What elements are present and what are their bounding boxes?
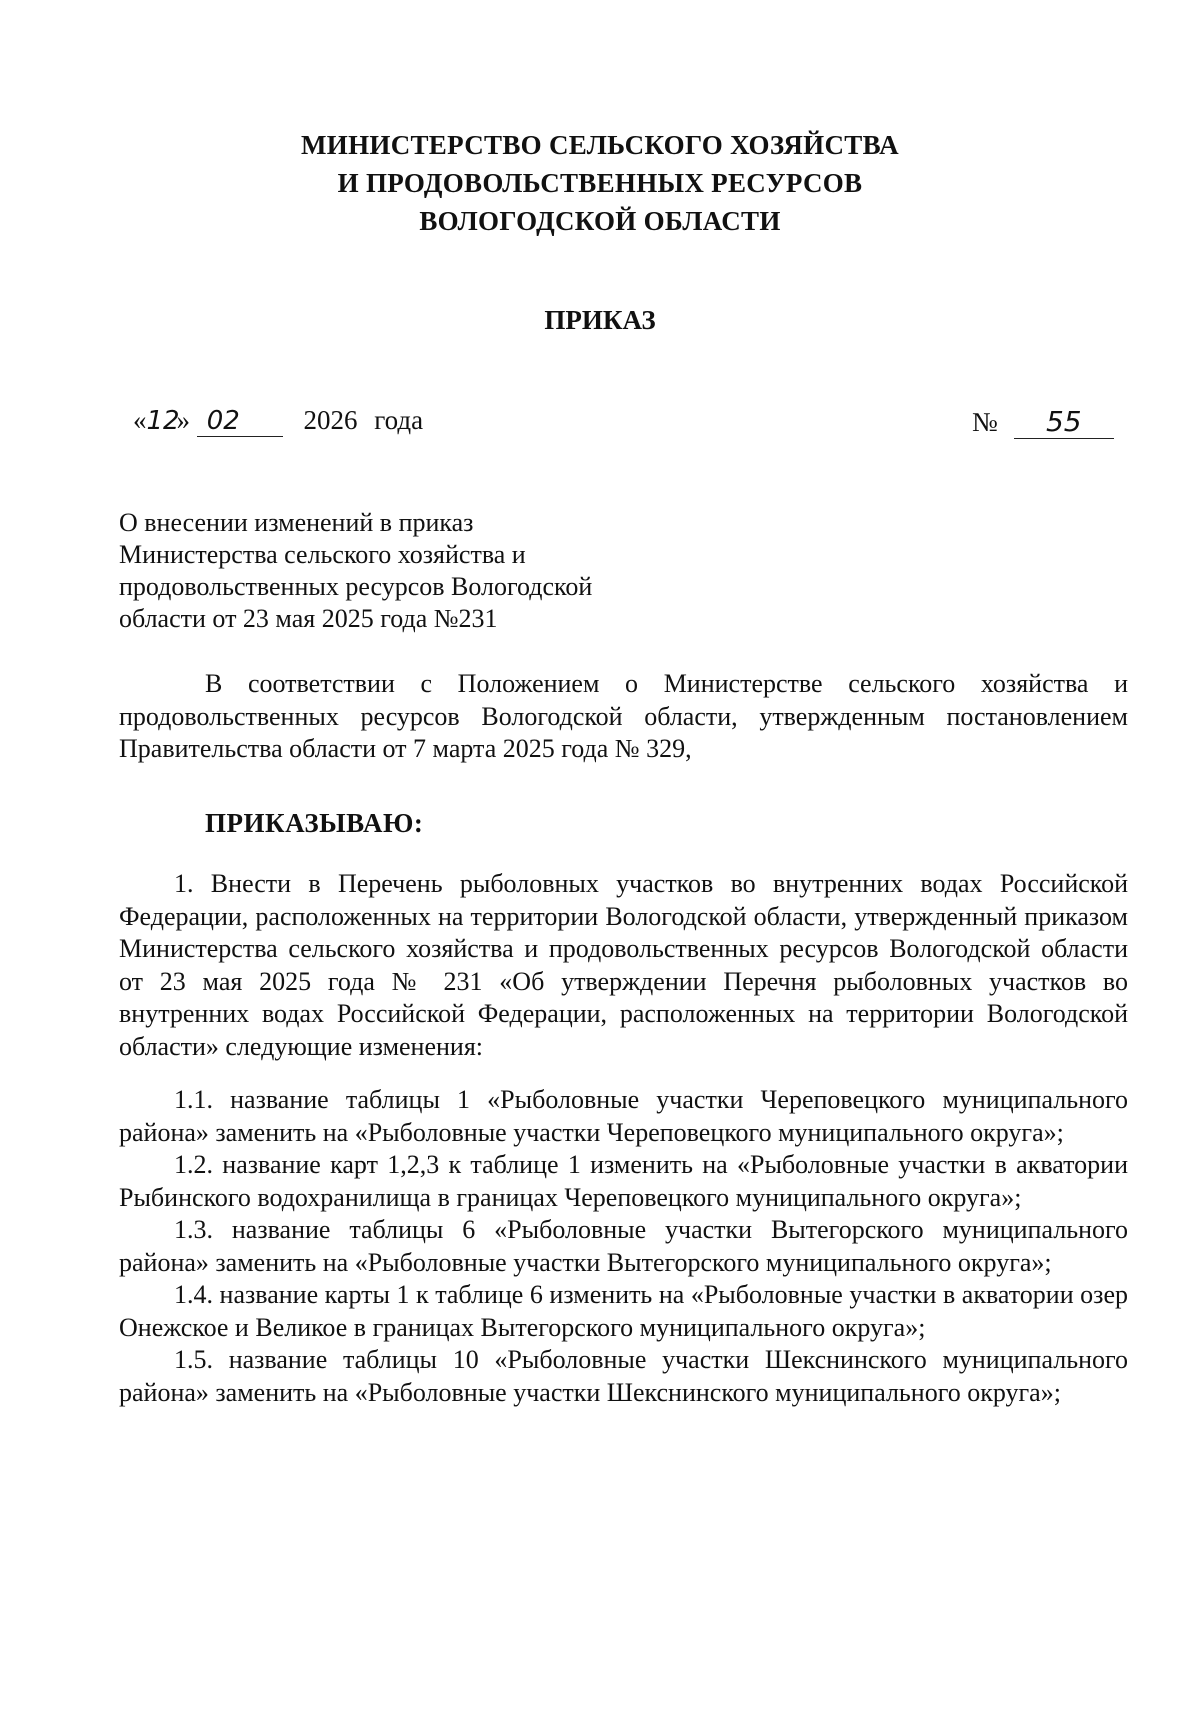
ministry-name-line-2: И ПРОДОВОЛЬСТВЕННЫХ РЕСУРСОВ xyxy=(337,168,863,198)
handwritten-month: 02 xyxy=(197,406,283,437)
number-label: № xyxy=(972,407,998,437)
subject-line-2: Министерства сельского хозяйства и xyxy=(119,540,526,569)
document-type-title: ПРИКАЗ xyxy=(544,305,656,335)
handwritten-day: 12 xyxy=(146,406,180,436)
subject-line-1: О внесении изменений в приказ xyxy=(119,508,474,537)
amendment-item: 1.2. название карт 1,2,3 к таблице 1 изменить на «Рыболовные участки в акватории Рыбинского водохранилища в границах Череповецкого муниципального округа»; xyxy=(119,1150,1128,1212)
amendment-item: 1.5. название таблицы 10 «Рыболовные участки Шекснинского муниципального района» заменить на «Рыболовные участки Шекснинского муниципального округа»; xyxy=(119,1345,1128,1407)
order-number xyxy=(972,405,1114,439)
amendment-list xyxy=(119,1084,1128,1409)
ministry-name-line-3: ВОЛОГОДСКОЙ ОБЛАСТИ xyxy=(419,206,781,236)
date-year: 2026 xyxy=(303,405,358,435)
subject-line-3: продовольственных ресурсов Вологодской xyxy=(119,572,593,601)
order-date xyxy=(133,405,423,437)
ministry-name-line-1: МИНИСТЕРСТВО СЕЛЬСКОГО ХОЗЯЙСТВА xyxy=(301,130,899,160)
handwritten-number: 55 xyxy=(1014,405,1114,439)
order-subject xyxy=(119,507,592,635)
date-open-quote: « xyxy=(133,405,147,435)
date-year-word: года xyxy=(374,405,424,435)
date-close-quote: » xyxy=(176,405,190,435)
amendment-item: 1.3. название таблицы 6 «Рыболовные участки Вытегорского муниципального района» заменить на «Рыболовные участки Вытегорского муниципального округа»; xyxy=(119,1215,1128,1277)
orders-heading: ПРИКАЗЫВАЮ: xyxy=(205,808,424,838)
subject-line-4: области от 23 мая 2025 года №231 xyxy=(119,604,498,633)
amendment-item: 1.1. название таблицы 1 «Рыболовные участки Череповецкого муниципального района» заменить на «Рыболовные участки Череповецкого муниципального округа»; xyxy=(119,1085,1128,1147)
preamble-paragraph: В соответствии с Положением о Министерстве сельского хозяйства и продовольственных ресурсов Вологодской области, утвержденным постановлением Правительства области от 7 марта 2025 года № 329, xyxy=(119,669,1128,763)
amendment-item: 1.4. название карты 1 к таблице 6 изменить на «Рыболовные участки в акватории озер Онежское и Великое в границах Вытегорского муниципального округа»; xyxy=(119,1280,1128,1342)
paragraph-1: 1. Внести в Перечень рыболовных участков во внутренних водах Российской Федерации, расположенных на территории Вологодской области, утвержденный приказом Министерства сельского хозяйства и продовольственных ресурсов Вологодской области от 23 мая 2025 года № 231 «Об утверждении Перечня рыболовных участков во внутренних водах Российской Федерации, расположенных на территории Вологодской области» следующие изменения: xyxy=(119,869,1128,1061)
ministry-header xyxy=(0,126,1200,240)
